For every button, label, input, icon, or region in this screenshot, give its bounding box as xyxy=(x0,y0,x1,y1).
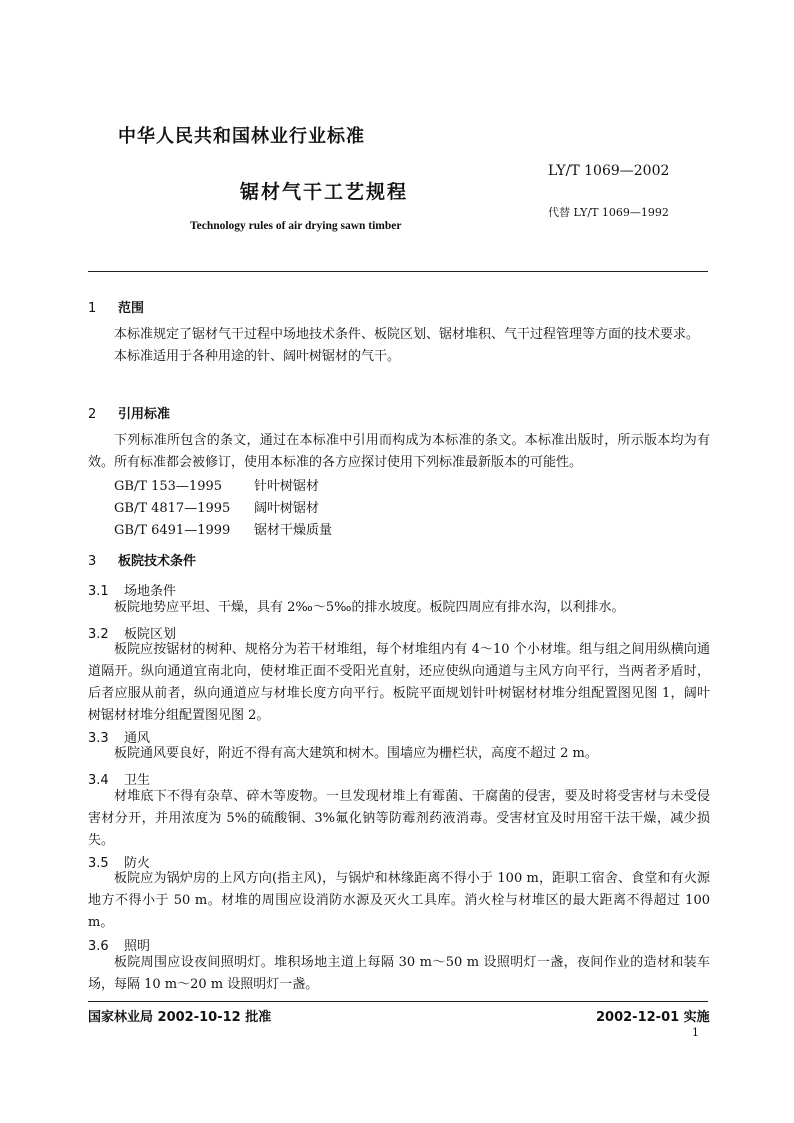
paragraph: 下列标准所包含的条文，通过在本标准中引用而构成为本标准的条文。本标准出版时，所示版本均为有效。所有标准都会被修订，使用本标准的各方应探讨使用下列标准最新版本的可能性。 xyxy=(88,433,710,470)
section-1-heading xyxy=(88,297,144,316)
subsection-title: 场地条件 xyxy=(124,584,177,599)
approval-note: 国家林业局 2002-10-12 批准 xyxy=(88,1010,272,1025)
reference-name: 针叶树锯材 xyxy=(254,479,320,494)
section-number: 3 xyxy=(88,554,97,569)
subsection-title: 照明 xyxy=(124,939,151,954)
section-title: 范围 xyxy=(118,301,145,316)
subsection-3-3-body xyxy=(88,743,710,765)
reference-code: GB/T 4817—1995 xyxy=(114,501,231,516)
section-number: 1 xyxy=(88,301,97,316)
section-title: 板院技术条件 xyxy=(118,554,197,569)
subsection-number: 3.4 xyxy=(88,773,109,788)
reference-code: GB/T 153—1995 xyxy=(114,479,223,494)
paragraph: 本标准规定了锯材气干过程中场地技术条件、板院区划、锯材堆积、气干过程管理等方面的技术要求。 xyxy=(114,327,700,342)
document-title: 锯材气干工艺规程 xyxy=(240,181,409,203)
section-2-body xyxy=(88,430,710,474)
replaces-standard: 代替 LY/T 1069—1992 xyxy=(548,206,669,219)
section-title: 引用标准 xyxy=(118,407,171,422)
subsection-title: 防火 xyxy=(124,856,151,871)
reference-item xyxy=(114,475,319,494)
footer-divider xyxy=(88,1001,708,1002)
header-divider xyxy=(88,271,708,272)
section-2-heading xyxy=(88,403,170,422)
subsection-number: 3.5 xyxy=(88,856,109,871)
subsection-3-2-body xyxy=(88,639,710,727)
section-1-body xyxy=(88,324,710,368)
subsection-title: 通风 xyxy=(124,731,151,746)
reference-name: 阔叶树锯材 xyxy=(254,501,320,516)
subsection-3-1-body xyxy=(88,597,710,619)
paragraph: 板院周围应设夜间照明灯。堆积场地主道上每隔 30 m～50 m 设照明灯一盏，夜间作业的造材和装车场，每隔 10 m～20 m 设照明灯一盏。 xyxy=(88,955,710,992)
section-3-heading xyxy=(88,550,196,569)
subsection-number: 3.6 xyxy=(88,939,109,954)
section-number: 2 xyxy=(88,407,97,422)
paragraph: 本标准适用于各种用途的针、阔叶树锯材的气干。 xyxy=(114,349,401,364)
paragraph: 板院应按锯材的树种、规格分为若干材堆组，每个材堆组内有 4～10 个小材堆。组与组之间用纵横向通道隔开。纵向通道宜南北向，使材堆正面不受阳光直射，还应使纵向通道与主风方向平行，当两者矛盾时，后者应服从前者，纵向通道应与材堆长度方向平行。板院平面规划针叶树锯材材堆分组配置图见图 1，阔叶树锯材材堆分组配置图见图 2。 xyxy=(88,642,710,723)
paragraph: 材堆底下不得有杂草、碎木等废物。一旦发现材堆上有霉菌、干腐菌的侵害，要及时将受害材与未受侵害材分开，并用浓度为 5%的硫酸铜、3%氟化钠等防霉剂药液消毒。受害材宜及时用窑干法干燥，减少损失。 xyxy=(88,789,710,848)
reference-name: 锯材干燥质量 xyxy=(254,523,333,538)
subsection-number: 3.1 xyxy=(88,584,109,599)
subsection-3-5-body xyxy=(88,868,710,934)
reference-code: GB/T 6491—1999 xyxy=(114,523,231,538)
document-title-english: Technology rules of air drying sawn timber xyxy=(190,220,402,232)
page-number: 1 xyxy=(692,1026,699,1039)
reference-item xyxy=(114,497,319,516)
subsection-number: 3.3 xyxy=(88,731,109,746)
subsection-title: 板院区划 xyxy=(124,627,177,642)
implementation-note: 2002-12-01 实施 xyxy=(596,1010,710,1025)
paragraph: 板院地势应平坦、干燥，具有 2‰～5‰的排水坡度。板院四周应有排水沟，以利排水。 xyxy=(114,600,625,615)
paragraph: 板院通风要良好，附近不得有高大建筑和树木。围墙应为栅栏状，高度不超过 2 m。 xyxy=(114,746,598,761)
paragraph: 板院应为锅炉房的上风方向(指主风)，与锅炉和林缘距离不得小于 100 m，距职工宿舍、食堂和有火源地方不得小于 50 m。材堆的周围应设消防水源及灭火工具库。消火栓与材堆区的最大距离不得超过 100 m。 xyxy=(88,871,710,930)
reference-item xyxy=(114,519,332,538)
standard-code: LY/T 1069—2002 xyxy=(548,163,670,179)
subsection-title: 卫生 xyxy=(124,773,151,788)
subsection-3-6-body xyxy=(88,952,710,996)
subsection-3-4-body xyxy=(88,786,710,852)
subsection-number: 3.2 xyxy=(88,627,109,642)
standard-title: 中华人民共和国林业行业标准 xyxy=(118,126,365,147)
